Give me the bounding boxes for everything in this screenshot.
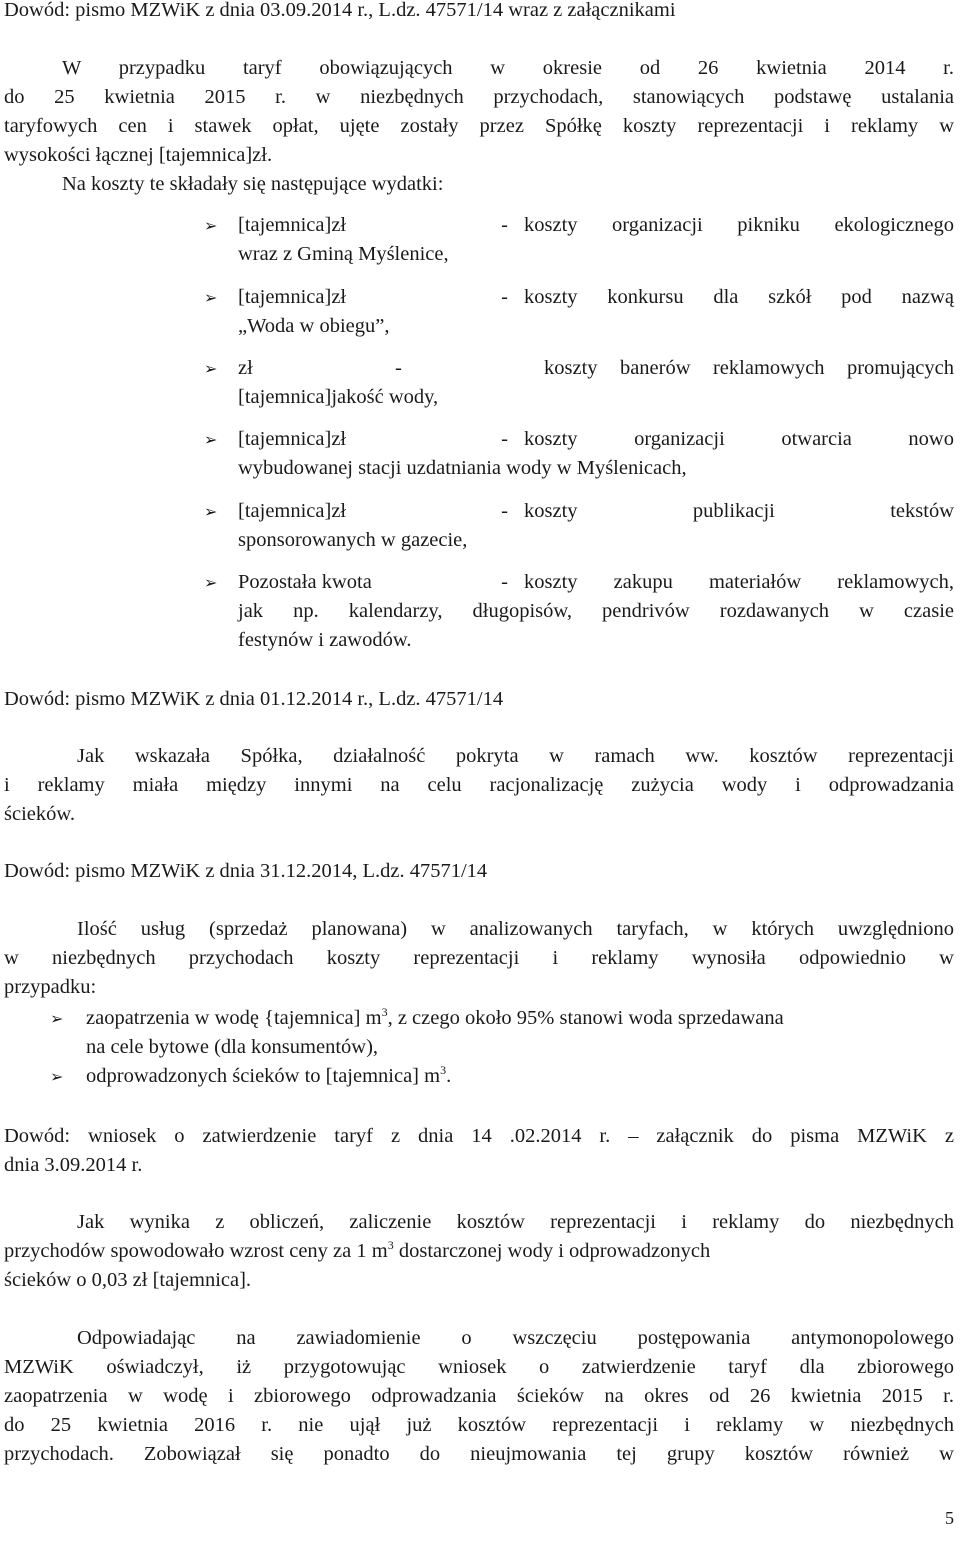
arrow-bullet-icon: ➢ bbox=[204, 573, 218, 592]
paragraph-line: W przypadku taryf obowiązujących w okresie od 26 kwietnia 2014 r. bbox=[62, 57, 954, 79]
evidence-line: Dowód: wniosek o zatwierdzenie taryf z dnia 14 .02.2014 r. – załącznik do pisma MZWiK z bbox=[4, 1125, 954, 1147]
expense-dash: - bbox=[501, 571, 508, 593]
paragraph-line: Jak wskazała Spółka, działalność pokryta w ramach ww. kosztów reprezentacji bbox=[77, 745, 954, 767]
expense-description: koszty organizacji pikniku ekologicznego bbox=[524, 214, 954, 236]
arrow-bullet-icon: ➢ bbox=[204, 216, 218, 235]
service-text-cont: na cele bytowe (dla konsumentów), bbox=[86, 1036, 379, 1058]
expense-description-cont: wybudowanej stacji uzdatniania wody w Myślenicach, bbox=[238, 457, 687, 479]
expense-description-cont: wraz z Gminą Myślenice, bbox=[238, 243, 449, 265]
paragraph-line: do 25 kwietnia 2015 r. w niezbędnych przychodach, stanowiących podstawę ustalania bbox=[4, 86, 954, 108]
paragraph-line: w niezbędnych przychodach koszty reprezentacji i reklamy wynosiła odpowiednio w bbox=[4, 947, 954, 969]
arrow-bullet-icon: ➢ bbox=[204, 359, 218, 378]
paragraph-line: ścieków. bbox=[4, 803, 75, 825]
expense-description: koszty zakupu materiałów reklamowych, bbox=[524, 571, 954, 593]
arrow-bullet-icon: ➢ bbox=[204, 502, 218, 521]
evidence-line: Dowód: pismo MZWiK z dnia 03.09.2014 r., L.dz. 47571/14 wraz z załącznikami bbox=[4, 0, 676, 21]
expense-dash: - bbox=[501, 500, 508, 522]
service-text: , z czego około 95% stanowi woda sprzedawana bbox=[387, 1007, 784, 1029]
expense-dash: - bbox=[501, 428, 508, 450]
expense-amount: [tajemnica]zł bbox=[238, 286, 347, 308]
evidence-line: Dowód: pismo MZWiK z dnia 01.12.2014 r., L.dz. 47571/14 bbox=[4, 688, 504, 710]
paragraph-text: przychodów spowodowało wzrost ceny za 1 m bbox=[4, 1240, 388, 1262]
expense-amount: [tajemnica]zł bbox=[238, 428, 347, 450]
expense-dash: - bbox=[501, 286, 508, 308]
expense-dash: - bbox=[394, 357, 402, 379]
paragraph-line: Jak wynika z obliczeń, zaliczenie kosztów reprezentacji i reklamy do niezbędnych bbox=[77, 1211, 954, 1233]
arrow-bullet-icon: ➢ bbox=[204, 430, 218, 449]
list-intro: Na koszty te składały się następujące wydatki: bbox=[62, 173, 444, 195]
superscript: 3 bbox=[381, 1005, 388, 1020]
evidence-line: dnia 3.09.2014 r. bbox=[4, 1154, 143, 1176]
paragraph-line: Odpowiadając na zawiadomienie o wszczęciu postępowania antymonopolowego bbox=[77, 1327, 954, 1349]
paragraph-line: taryfowych cen i stawek opłat, ujęte zostały przez Spółkę koszty reprezentacji i reklamy w bbox=[4, 115, 954, 137]
expense-description-cont: sponsorowanych w gazecie, bbox=[238, 529, 468, 551]
expense-dash: - bbox=[501, 214, 508, 236]
arrow-bullet-icon: ➢ bbox=[50, 1067, 64, 1086]
paragraph-line: zaopatrzenia w wodę i zbiorowego odprowadzania ścieków na okres od 26 kwietnia 2015 r. bbox=[4, 1385, 954, 1407]
paragraph-line: przypadku: bbox=[4, 976, 97, 998]
paragraph-line: Ilość usług (sprzedaż planowana) w analizowanych taryfach, w których uwzględniono bbox=[77, 918, 954, 940]
superscript: 3 bbox=[387, 1238, 394, 1253]
expense-description: koszty publikacji tekstów bbox=[524, 500, 954, 522]
expense-description-cont: jak np. kalendarzy, długopisów, pendrivów rozdawanych w czasie bbox=[238, 600, 954, 622]
evidence-line: Dowód: pismo MZWiK z dnia 31.12.2014, L.dz. 47571/14 bbox=[4, 860, 488, 882]
expense-description-cont: „Woda w obiegu”, bbox=[238, 315, 390, 337]
paragraph-line: i reklamy miała między innymi na celu racjonalizację zużycia wody i odprowadzania bbox=[4, 774, 954, 796]
paragraph-line: ścieków o 0,03 zł [tajemnica]. bbox=[4, 1269, 252, 1291]
expense-amount: zł bbox=[238, 357, 253, 379]
service-text: zaopatrzenia w wodę {tajemnica] m bbox=[86, 1007, 382, 1029]
paragraph-line: MZWiK oświadczył, iż przygotowując wniosek o zatwierdzenie taryf dla zbiorowego bbox=[4, 1356, 954, 1378]
service-text: odprowadzonych ścieków to [tajemnica] m bbox=[86, 1065, 441, 1087]
expense-description: koszty konkursu dla szkół pod nazwą bbox=[524, 286, 954, 308]
page-number: 5 bbox=[945, 1508, 954, 1528]
paragraph-line: do 25 kwietnia 2016 r. nie ujął już kosztów reprezentacji i reklamy w niezbędnych bbox=[4, 1414, 954, 1436]
arrow-bullet-icon: ➢ bbox=[204, 288, 218, 307]
expense-amount: [tajemnica]zł bbox=[238, 500, 347, 522]
expense-description: koszty organizacji otwarcia nowo bbox=[524, 428, 954, 450]
paragraph-line: wysokości łącznej [tajemnica]zł. bbox=[4, 144, 273, 166]
expense-description-cont: festynów i zawodów. bbox=[238, 629, 412, 651]
expense-description-cont: [tajemnica]jakość wody, bbox=[238, 386, 439, 408]
expense-amount: Pozostała kwota bbox=[238, 571, 372, 593]
expense-amount: [tajemnica]zł bbox=[238, 214, 347, 236]
superscript: 3 bbox=[440, 1063, 447, 1078]
paragraph-text: dostarczonej wody i odprowadzonych bbox=[393, 1240, 711, 1262]
expense-description: koszty banerów reklamowych promujących bbox=[544, 357, 954, 379]
paragraph-line: przychodach. Zobowiązał się ponadto do nieujmowania tej grupy kosztów również w bbox=[4, 1443, 954, 1465]
service-text: . bbox=[446, 1065, 452, 1087]
arrow-bullet-icon: ➢ bbox=[50, 1009, 64, 1028]
